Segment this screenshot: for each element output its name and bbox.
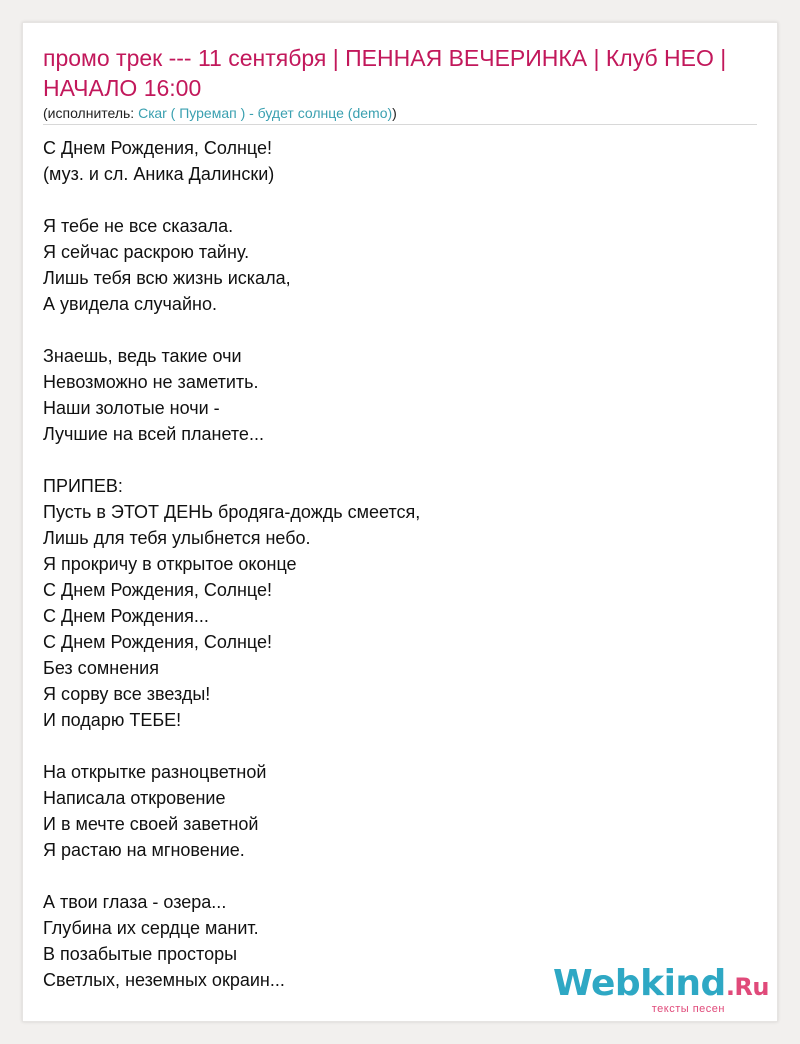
lyrics-line: Без сомнения: [43, 658, 159, 678]
lyrics-line: Лучшие на всей планете...: [43, 424, 264, 444]
logo-tagline: тексты песен: [651, 1003, 725, 1015]
lyrics-blank-line: [43, 317, 420, 343]
artist-link[interactable]: Cкar ( Пуремап ) - будет солнце (demo): [138, 105, 393, 121]
lyrics-blank-line: [43, 733, 420, 759]
lyrics-line: Пусть в ЭТОТ ДЕНЬ бродяга-дождь смеется,: [43, 502, 421, 522]
lyrics-line: С Днем Рождения, Солнце!: [43, 632, 273, 652]
lyrics-line: С Днем Рождения...: [43, 606, 209, 626]
lyrics-card: [22, 22, 778, 1022]
lyrics-line: Наши золотые ночи -: [43, 398, 220, 418]
lyrics-text: [43, 135, 420, 993]
byline-prefix: (исполнитель:: [43, 105, 139, 121]
logo-name: Webkind: [553, 963, 726, 1004]
lyrics-line: А увидела случайно.: [43, 294, 217, 314]
lyrics-blank-line: [43, 187, 420, 213]
lyrics-line: С Днем Рождения, Солнце!: [43, 580, 273, 600]
lyrics-line: ПРИПЕВ:: [43, 476, 123, 496]
logo-wordmark: [553, 963, 769, 1005]
lyrics-line: Я сорву все звезды!: [43, 684, 211, 704]
logo-tld: .Ru: [725, 973, 769, 1001]
title-divider: [43, 124, 757, 125]
lyrics-line: Лишь тебя всю жизнь искала,: [43, 268, 291, 288]
lyrics-blank-line: [43, 447, 420, 473]
lyrics-line: (муз. и сл. Аника Далински): [43, 164, 275, 184]
artist-byline: [43, 104, 397, 122]
lyrics-line: Я сейчас раскрою тайну.: [43, 242, 250, 262]
lyrics-line: И подарю ТЕБЕ!: [43, 710, 182, 730]
lyrics-line: Лишь для тебя улыбнется небо.: [43, 528, 311, 548]
lyrics-line: Невозможно не заметить.: [43, 372, 259, 392]
lyrics-line: На открытке разноцветной: [43, 762, 267, 782]
lyrics-line: Я прокричу в открытое оконце: [43, 554, 297, 574]
site-logo[interactable]: [553, 963, 769, 1015]
lyrics-line: С Днем Рождения, Солнце!: [43, 138, 273, 158]
lyrics-blank-line: [43, 863, 420, 889]
lyrics-line: В позабытые просторы: [43, 944, 238, 964]
page-title: промо трек --- 11 сентября | ПЕННАЯ ВЕЧЕРИНКА | Клуб НЕО | НАЧАЛО 16:00: [43, 45, 727, 101]
lyrics-line: Глубина их сердце манит.: [43, 918, 259, 938]
lyrics-line: А твои глаза - озера...: [43, 892, 227, 912]
lyrics-line: И в мечте своей заветной: [43, 814, 259, 834]
lyrics-line: Светлых, неземных окраин...: [43, 970, 285, 990]
lyrics-line: Я растаю на мгновение.: [43, 840, 245, 860]
lyrics-line: Я тебе не все сказала.: [43, 216, 234, 236]
lyrics-line: Написала откровение: [43, 788, 226, 808]
byline-suffix: ): [392, 105, 397, 121]
lyrics-line: Знаешь, ведь такие очи: [43, 346, 242, 366]
